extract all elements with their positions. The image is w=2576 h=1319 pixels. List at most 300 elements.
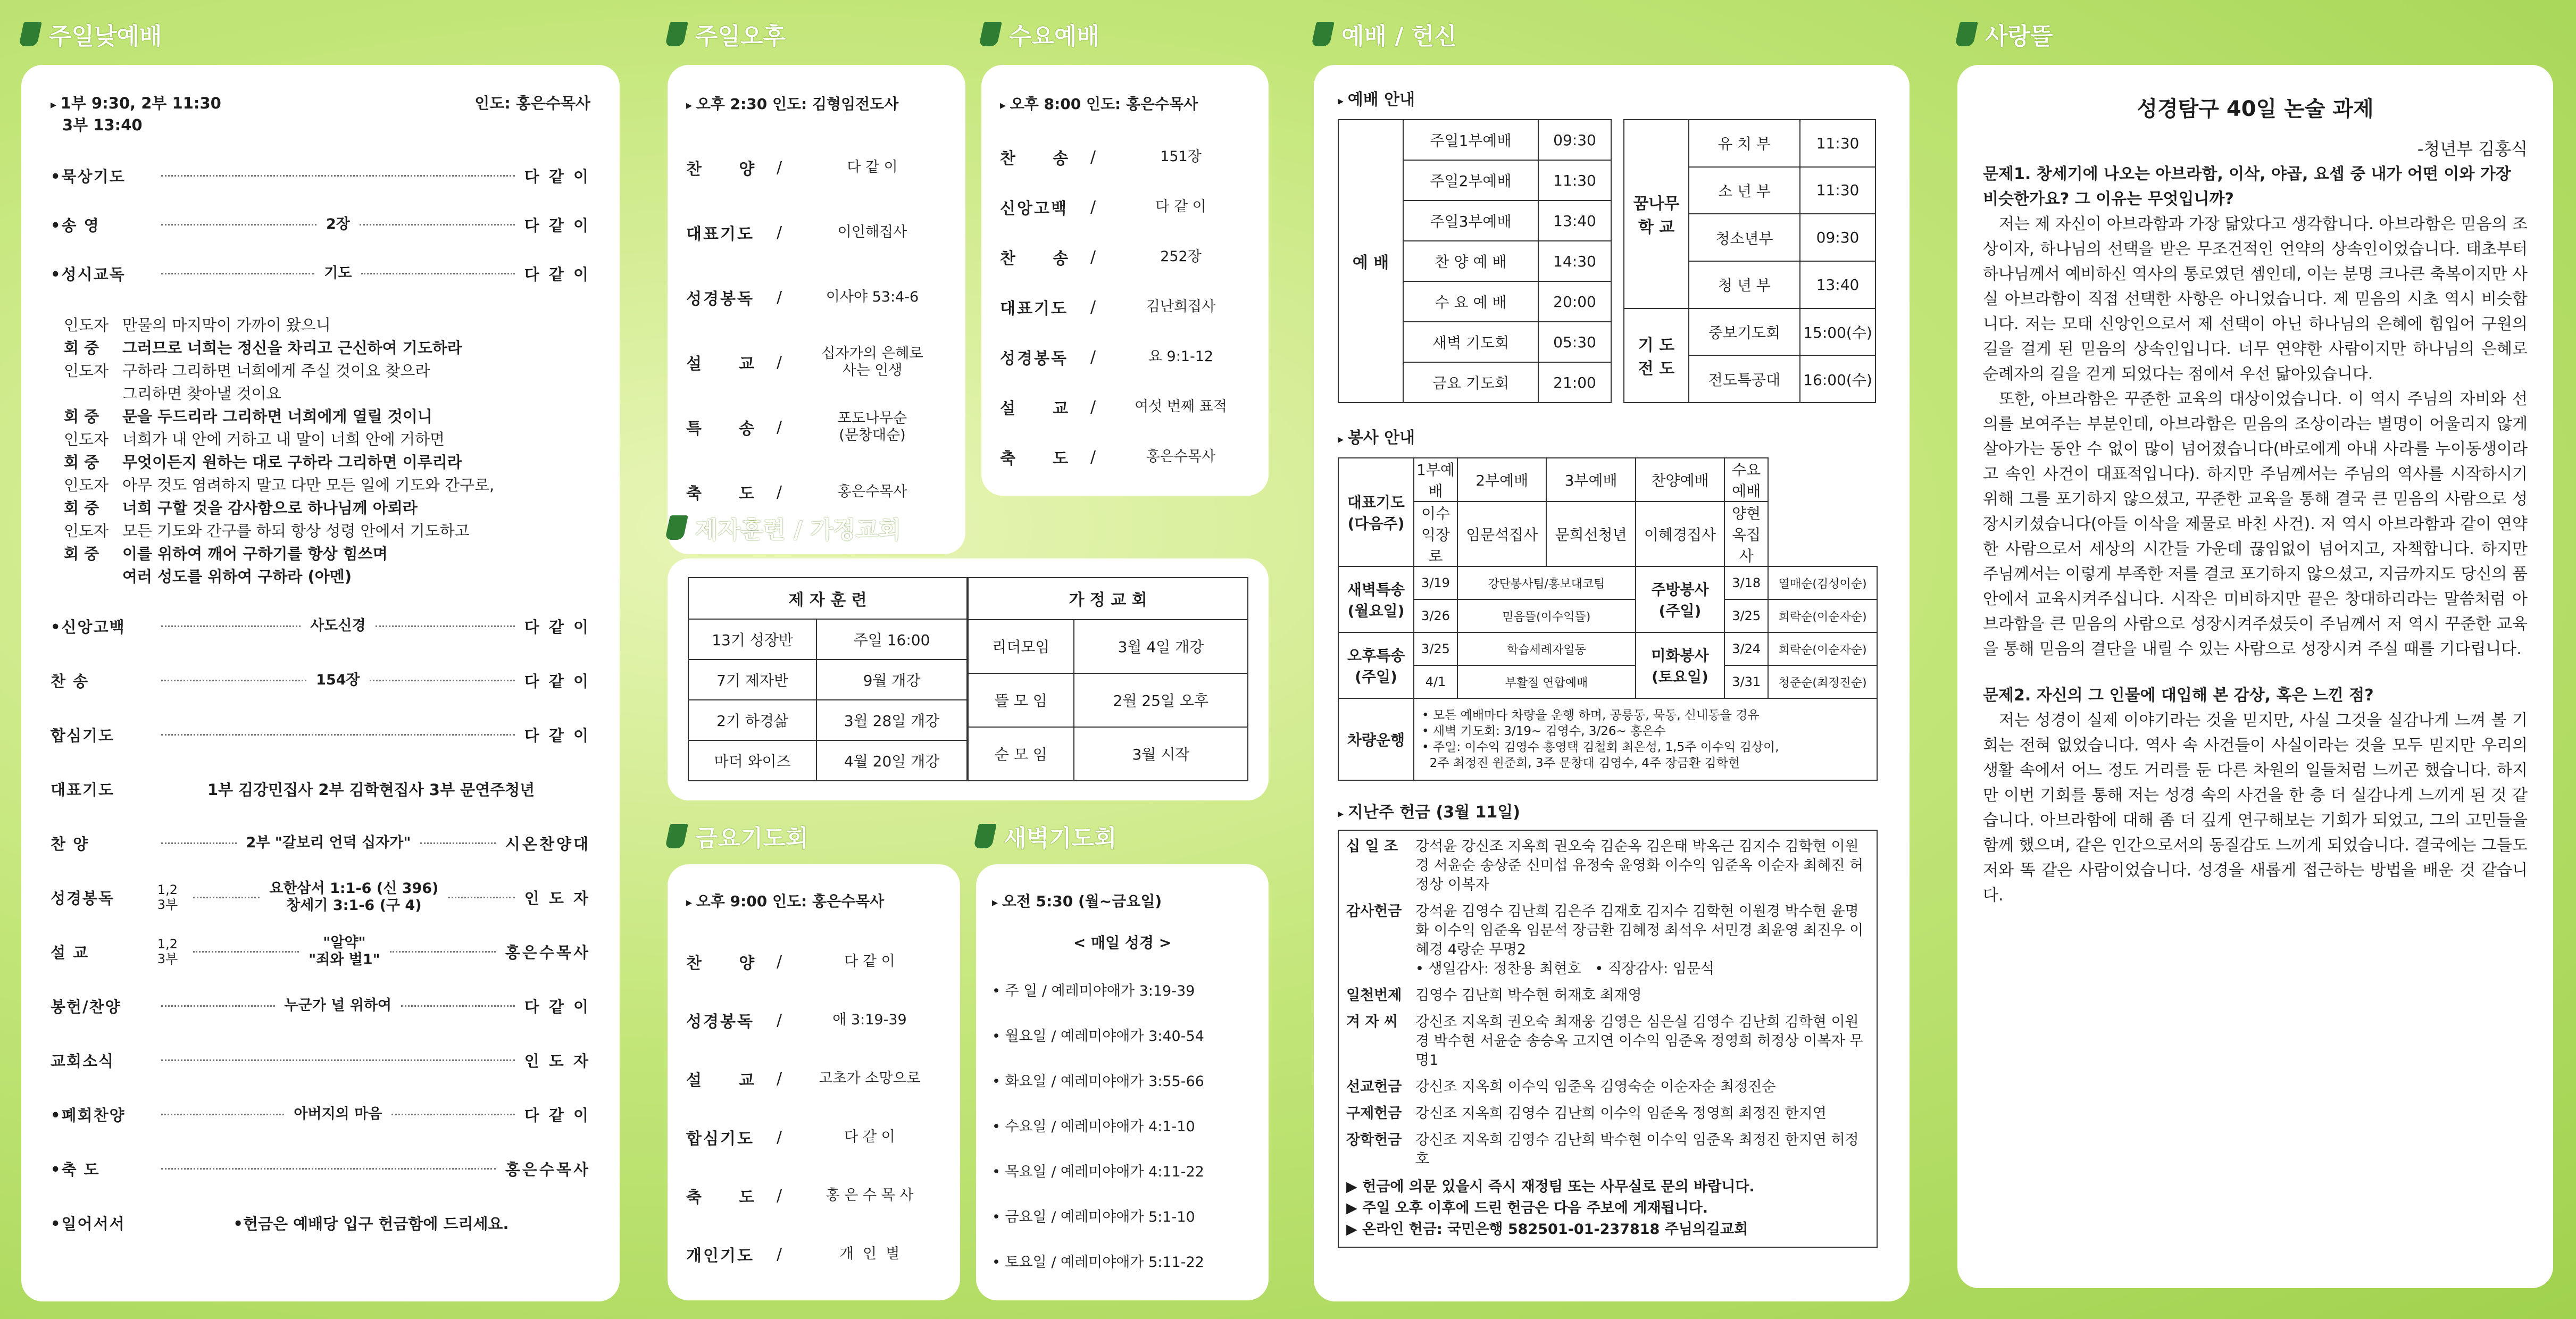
dot-leader: [390, 951, 496, 953]
dawn-panel: [976, 864, 1269, 1300]
worship-guide-title: ▸ 예배 안내: [1338, 90, 1415, 109]
date-cell: 3/18: [1724, 566, 1768, 599]
order-label: •폐회찬양: [51, 1106, 126, 1124]
program-label: 대표기도: [1000, 299, 1068, 318]
order-row: [51, 1087, 590, 1141]
order-row: [51, 200, 590, 249]
program-label: 축 도: [686, 1188, 756, 1207]
program-slash: /: [777, 288, 782, 307]
order-row: [51, 249, 590, 298]
litany-line: [64, 565, 590, 588]
section-title-wednesday: 수요예배: [981, 17, 1099, 51]
friday-panel: [668, 864, 960, 1300]
offering-row: [1346, 837, 1869, 895]
table-row: [1338, 566, 1877, 599]
house-church-table: [968, 577, 1248, 781]
table-cell: 중보기도회: [1689, 308, 1800, 356]
table-cell: 09:30: [1538, 120, 1611, 160]
litany-role: 인도자: [64, 522, 109, 540]
offering-label: 선교헌금: [1346, 1079, 1402, 1095]
table-row: [1338, 665, 1877, 698]
offering-names: 강신조 지옥희 김영수 김난희 박수현 이수익 임준옥 최정진 한지연 허정호: [1415, 1132, 1859, 1167]
litany-role: 회 중: [64, 499, 99, 517]
dot-leader: [448, 897, 514, 898]
litany-line: [64, 382, 590, 405]
program-label: 설 교: [1000, 399, 1070, 418]
program-slash: /: [1090, 197, 1096, 216]
order-content: 154장: [316, 672, 360, 688]
offering-label: 겨 자 씨: [1346, 1014, 1398, 1030]
litany-line: [64, 360, 590, 382]
litany-text: 무엇이든지 원하는 대로 구하라 그리하면 이루리라: [122, 453, 462, 471]
order-content: 2부 "갈보리 언덕 십자가": [246, 834, 411, 851]
program-content: 여섯 번째 표적: [1135, 398, 1227, 415]
program-content: 이인해집사: [837, 224, 907, 240]
table-cell: 9월 개강: [816, 660, 967, 700]
love-panel: [1957, 65, 2553, 1288]
table-cell: 마더 와이즈: [688, 740, 816, 781]
table-cell: 주일1부예배: [1403, 120, 1538, 160]
program-content: 다 같 이: [844, 1129, 895, 1145]
program-label: 찬 송: [1000, 149, 1070, 168]
program-content: 포도나무순 (문창대순): [837, 410, 907, 444]
offering-row: [1346, 902, 1869, 979]
table-cell: 새벽 기도회: [1403, 322, 1538, 362]
dot-leader: [401, 1005, 515, 1007]
offering-names: 강석윤 강신조 지옥희 권오숙 김순옥 김은태 박옥근 김지수 김학현 이원경 서윤순 송상준 신미섭 유정숙 윤영화 이수익 임준옥 이순자 최혜진 허정상 이복자: [1415, 838, 1864, 893]
litany-text: 이를 위하여 깨어 구하기를 항상 힘쓰며: [122, 545, 388, 563]
dot-leader: [161, 1005, 275, 1007]
dot-leader: [361, 273, 514, 274]
litany-text: 그러므로 너희는 정신을 차리고 근신하여 기도하라: [122, 339, 462, 357]
program-label: 설 교: [686, 355, 756, 373]
car-line: • 새벽 기도회: 3/19~ 김영수, 3/26~ 홍은수: [1422, 724, 1666, 738]
table-cell: 유 치 부: [1689, 120, 1800, 167]
program-content: 홍은수목사: [1146, 448, 1216, 465]
dawn-header: ▸ 오전 5:30 (월~금요일): [992, 892, 1162, 910]
date-cell: 4/1: [1414, 665, 1457, 698]
sunday-morning-panel: [21, 65, 620, 1301]
order-content: 사도신경: [310, 617, 366, 634]
program-row: [686, 1225, 941, 1283]
litany-line: [64, 474, 590, 497]
table-cell: 강단봉사팀/홍보대코팀: [1457, 566, 1636, 599]
table-cell: 1부예배: [1414, 458, 1457, 502]
row-label: 주방봉사 (주일): [1636, 566, 1724, 632]
dot-leader: [376, 625, 515, 627]
table-cell: 리더모임: [968, 620, 1074, 673]
order-who: 시온찬양대: [505, 834, 590, 853]
row-label: 오후특송 (주일): [1338, 632, 1414, 698]
offering-names: 김영수 김난희 박수현 허재호 최재영: [1415, 987, 1642, 1004]
order-who: 홍은수목사: [505, 943, 590, 962]
side-label: 기 도 전 도: [1624, 308, 1689, 403]
dot-leader: [193, 951, 299, 953]
litany-role: 인도자: [64, 316, 109, 334]
order-who: 인 도 자: [524, 1051, 590, 1070]
pen-icon: [665, 824, 688, 848]
daily-reading: • 수요일 / 예레미야애가 4:1-10: [992, 1118, 1195, 1135]
table-row: [1624, 308, 1875, 356]
offering-note: ▶ 주일 오후 이후에 드린 헌금은 다음 주보에 게재됩니다.: [1346, 1200, 1708, 1216]
table-cell: 20:00: [1538, 281, 1611, 322]
discipleship-header: 제 자 훈 련: [688, 578, 967, 619]
offering-label: 십 일 조: [1346, 838, 1398, 855]
litany: [64, 314, 590, 588]
sunday-afternoon-panel: [668, 65, 965, 554]
car-line: • 주일: 이수익 김영수 홍영택 김철회 최은성, 1,5주 이수익 김상이,: [1422, 740, 1779, 754]
table-cell: 13:40: [1800, 261, 1875, 308]
litany-line: [64, 337, 590, 360]
program-label: 찬 양: [686, 160, 756, 179]
afternoon-header: ▸ 오후 2:30 인도: 김형임전도사: [686, 95, 899, 113]
order-list-1: [51, 151, 590, 298]
table-cell: 2월 25일 오후: [1074, 673, 1248, 727]
program-content: 개 인 별: [839, 1246, 900, 1262]
dot-leader: [161, 625, 301, 627]
order-content: 2장: [326, 216, 350, 232]
discipleship-table: [688, 577, 968, 781]
program-slash: /: [777, 1128, 782, 1147]
service-guide-title: ▸ 봉사 안내: [1338, 429, 1415, 447]
program-content: 십자가의 은혜로 사는 인생: [821, 345, 923, 379]
order-who: 다 같 이: [524, 617, 591, 636]
litany-text: 구하라 그리하면 너희에게 주실 것이요 찾으라: [122, 362, 430, 380]
program-slash: /: [1090, 397, 1096, 416]
table-cell: 3월 시작: [1074, 727, 1248, 781]
table-cell: 수 요 예 배: [1403, 281, 1538, 322]
litany-text: 너희가 내 안에 거하고 내 말이 너희 안에 거하면: [122, 430, 445, 448]
table-row: [1624, 120, 1875, 167]
program-row: [1000, 282, 1250, 332]
offering-label: 감사헌금: [1346, 903, 1402, 920]
question-2: 문제2. 자신의 그 인물에 대입해 본 감상, 혹은 느낀 점?: [1983, 686, 2374, 705]
worship-panel: [1314, 65, 1910, 1301]
program-content: 151장: [1160, 148, 1202, 165]
paragraph-1: 저는 제 자신이 아브라함과 가장 닮았다고 생각합니다. 아브라함은 믿음의 조상이자, 하나님의 선택을 받은 무조건적인 언약의 상속인이었습니다. 태초부터 하나님께서 예비하신 역사의 통로였던 셈인데, 이는 분명 크나큰 축복이지만 사실 아브라함이 직접 선택한 사항은 아니었습니다. 제 믿음의 시초 역시 비슷합니다. 저는 모태 신앙인으로서 제 선택이 아닌 하나님의 은혜에 힘입어 구원의 길을 걸게 된 믿음의 상속인입니다. 너무 연약한 사람이지만 하나님의 은혜로 순례자의 길을 걷게 되었다는 점에서 우선 닮아있습니다.: [1983, 215, 2528, 383]
table-cell: 임문석집사: [1457, 502, 1546, 566]
date-cell: 3/31: [1724, 665, 1768, 698]
order-who: 다 같 이: [524, 997, 590, 1016]
section-title-worship: 예배 / 헌신: [1314, 17, 1457, 51]
program-content: 애 3:19-39: [832, 1012, 907, 1028]
paragraph-2: 또한, 아브라함은 꾸준한 교육의 대상이었습니다. 이 역시 주님의 자비와 선의를 보여주는 부분인데, 아브라함은 믿음의 조상이라는 별명이 어울리지 않게 살아가는 동안 수 없이 많이 넘어졌습니다(바로에게 아내 사라를 누이동생이라고 속인 사건이 대표적입니다). 하지만 주님께서는 주님의 역사를 시작하시기 위해 그를 포기하지 않으셨고, 꾸준한 교육을 통해 결국 큰 믿음의 사람으로 성장시키셨습니다(아들 이삭을 제물로 바친 사건). 저 역시 아브라함과 같이 연약한 사람으로서 세상의 시간들 가운데 끊임없이 넘어지고, 자책합니다. 하지만 주님께서는 이렇게 부족한 저를 결코 포기하지 않으셨고, 지금까지도 당신의 품 안에서 교육시켜주십니다. 시작은 미비하지만 끝은 창대하리라는 말씀처럼 아브라함을 큰 믿음의 사람으로 성장시켜주셨듯이 주님께서 저 역시 꾸준한 교육을 통해 믿음의 결단을 내릴 수 있는 사람으로 성장시켜 주실 때를 기다립니다.: [1983, 390, 2528, 658]
program-row: [686, 330, 947, 395]
dot-leader: [161, 680, 306, 681]
offering-row: [1346, 1104, 1869, 1123]
litany-role: 인도자: [64, 476, 109, 494]
section-title-sunday-afternoon: 주일오후: [668, 17, 786, 51]
offering-names: 강석윤 김영수 김난희 김은주 김재호 김지수 김학현 이원경 박수현 윤명화 이수익 임준옥 임문석 장금환 김혜정 최석우 서민경 최윤영 최진우 이혜경 4랑순 무명2 • 생일감사: 정찬용 최현호 • 직장감사: 임문석: [1415, 903, 1864, 977]
table-cell: 16:00(수): [1800, 355, 1875, 403]
table-cell: 3월 4일 개강: [1074, 620, 1248, 673]
sunday-time-2: 3부 13:40: [62, 116, 143, 134]
order-label: •성시교독: [51, 265, 126, 283]
program-label: 축 도: [686, 485, 756, 503]
order-label: •축 도: [51, 1160, 100, 1179]
section-title-discipleship: 제자훈련 / 가정교회: [668, 511, 901, 545]
table-row: [1338, 698, 1877, 780]
table-cell: 21:00: [1538, 362, 1611, 403]
program-row: [1000, 332, 1250, 382]
program-content: 김난희집사: [1146, 298, 1216, 315]
order-label: •신앙고백: [51, 617, 126, 636]
table-row: [1338, 120, 1611, 160]
table-cell: 청 년 부: [1689, 261, 1800, 308]
dot-leader: [161, 1168, 496, 1170]
program-slash: /: [777, 952, 782, 971]
order-who: 다 같 이: [524, 265, 591, 283]
table-cell: 청소년부: [1689, 214, 1800, 261]
order-row: [51, 653, 590, 707]
program-slash: /: [777, 418, 782, 437]
program-label: 대표기도: [686, 225, 754, 244]
pen-icon: [973, 824, 997, 848]
program-content: 이사야 53:4-6: [826, 289, 919, 305]
order-who: 다 같 이: [524, 726, 590, 745]
car-line: • 모든 예배마다 차량을 운행 하며, 공릉동, 묵동, 신내동을 경유: [1422, 708, 1760, 722]
row-label: 차량운행: [1338, 698, 1414, 780]
table-cell: 희락순(이순자순): [1768, 599, 1877, 632]
offering-row: [1346, 1131, 1869, 1169]
daily-reading: • 토요일 / 예레미야애가 5:11-22: [992, 1254, 1204, 1271]
litany-line: [64, 451, 590, 474]
order-who: 인 도 자: [524, 889, 591, 907]
offering-box: [1338, 830, 1878, 1248]
program-label: 성경봉독: [686, 1013, 754, 1031]
litany-role: [64, 382, 122, 405]
program-content: 홍은수목사: [837, 483, 907, 500]
table-cell: 수요예배: [1724, 458, 1768, 502]
program-label: 설 교: [686, 1071, 756, 1090]
dot-leader: [161, 273, 314, 274]
table-cell: 열매순(김성이순): [1768, 566, 1877, 599]
order-content: 요한삼서 1:1-6 (신 396) 창세기 3:1-6 (구 4): [269, 880, 439, 914]
order-content: •헌금은 예배당 입구 헌금함에 드리세요.: [233, 1214, 509, 1233]
program-slash: /: [777, 482, 782, 502]
program-label: 특 송: [686, 420, 756, 438]
daily-reading: • 주 일 / 예레미야애가 3:19-39: [992, 983, 1195, 999]
litany-text: 아무 것도 염려하지 말고 다만 모든 일에 기도와 간구로,: [122, 476, 495, 494]
offering-row: [1346, 986, 1869, 1005]
program-row: [686, 265, 947, 330]
litany-line: [64, 314, 590, 337]
program-row: [1000, 232, 1250, 282]
section-title-friday: 금요기도회: [668, 819, 808, 853]
program-row: [686, 395, 947, 460]
table-cell: 믿음뜰(이수익뜰): [1457, 599, 1636, 632]
pen-icon: [1955, 22, 1978, 46]
offering-names: 강신조 지옥희 권오숙 최재웅 김영은 심은실 김영수 김난희 김학현 이원경 박수현 서윤순 송승옥 고지연 이수익 임준옥 정영희 허정상 이복자 무명1: [1415, 1014, 1864, 1068]
table-row: [688, 740, 967, 781]
table-row: [968, 620, 1248, 673]
order-content: 누군가 널 위하여: [284, 997, 392, 1014]
table-cell: 부활절 연합예배: [1457, 665, 1636, 698]
litany-text: 여러 성도를 위하여 구하라 (아멘): [122, 567, 352, 586]
program-row: [686, 1108, 941, 1166]
dot-leader: [193, 897, 260, 898]
house-church-header: 가 정 교 회: [968, 578, 1248, 620]
program-row: [1000, 432, 1250, 482]
table-cell: 13기 성장반: [688, 619, 816, 660]
dot-leader: [161, 224, 316, 226]
order-who: 다 같 이: [524, 1106, 590, 1124]
order-content: "알약" "죄와 벌1": [309, 934, 380, 968]
program-row: [686, 200, 947, 265]
table-cell: 청준순(최정진순): [1768, 665, 1877, 698]
program-content: 홍 은 수 목 사: [826, 1187, 914, 1204]
litany-role: 회 중: [64, 407, 99, 425]
program-content: 252장: [1160, 248, 1202, 265]
sunday-time: ▸ 1부 9:30, 2부 11:30: [51, 94, 221, 112]
date-cell: 3/25: [1414, 632, 1457, 665]
table-cell: 3월 28일 개강: [816, 700, 967, 740]
litany-line: [64, 497, 590, 520]
order-label: 대표기도: [51, 780, 115, 799]
order-label: 합심기도: [51, 726, 115, 745]
table-cell: 7기 제자반: [688, 660, 816, 700]
order-who: 홍은수목사: [505, 1160, 590, 1179]
table-cell: 이혜경집사: [1636, 502, 1724, 566]
table-cell: 3부예배: [1546, 458, 1635, 502]
order-row: [51, 151, 590, 200]
table-cell: 15:00(수): [1800, 308, 1875, 356]
date-cell: 3/26: [1414, 599, 1457, 632]
program-slash: /: [777, 1069, 782, 1088]
litany-role: [64, 565, 122, 588]
table-cell: 09:30: [1800, 214, 1875, 261]
pen-icon: [665, 22, 688, 46]
program-content: 다 같 이: [844, 953, 895, 970]
program-label: 성경봉독: [686, 290, 754, 308]
dot-leader: [360, 224, 515, 226]
table-row: [1338, 632, 1877, 665]
order-content: 아버지의 마음: [294, 1106, 382, 1122]
litany-role: 회 중: [64, 453, 99, 471]
section-title-dawn: 새벽기도회: [976, 819, 1117, 853]
program-slash: /: [777, 1011, 782, 1030]
car-line: 2주 최정진 원준희, 3주 문창대 김영수, 4주 장금환 김학현: [1422, 756, 1740, 770]
offering-row: [1346, 1013, 1869, 1070]
program-label: 축 도: [1000, 449, 1070, 468]
program-slash: /: [777, 158, 782, 177]
table-cell: 주일3부예배: [1403, 201, 1538, 241]
dot-leader: [161, 175, 515, 177]
offering-note: ▶ 헌금에 의문 있을시 즉시 재정팀 또는 사무실로 문의 바랍니다.: [1346, 1179, 1755, 1195]
table-cell: 11:30: [1800, 120, 1875, 167]
order-row: [51, 762, 590, 816]
table-cell: 문희선청년: [1546, 502, 1635, 566]
order-content: 기도: [324, 265, 352, 281]
program-slash: /: [1090, 297, 1096, 316]
litany-text: 모든 기도와 간구를 하되 항상 성령 안에서 기도하고: [122, 522, 470, 540]
wednesday-header: ▸ 오후 8:00 인도: 홍은수목사: [1000, 95, 1198, 113]
order-label: 성경봉독: [51, 889, 115, 907]
program-label: 신앙고백: [1000, 199, 1068, 218]
order-row: [51, 1196, 590, 1250]
litany-line: [64, 405, 590, 428]
program-label: 개인기도: [686, 1247, 754, 1265]
program-row: [686, 1049, 941, 1108]
program-content: 다 같 이: [847, 159, 898, 176]
litany-text: 너희 구할 것을 감사함으로 하나님께 아뢰라: [122, 499, 418, 517]
table-row: [1338, 502, 1877, 566]
litany-line: [64, 428, 590, 451]
litany-role: 회 중: [64, 339, 99, 357]
offering-label: 장학헌금: [1346, 1132, 1402, 1148]
order-label: •송 영: [51, 216, 100, 235]
program-content: 다 같 이: [1155, 198, 1206, 215]
offering-title: ▸ 지난주 헌금 (3월 11일): [1338, 803, 1520, 822]
essay-author: -청년부 김홍식: [2417, 139, 2528, 159]
table-row: [1338, 458, 1877, 502]
table-cell: 양현옥집사: [1724, 502, 1768, 566]
dot-leader: [161, 842, 237, 844]
row-label: 미화봉사 (토요일): [1636, 632, 1724, 698]
dawn-subheader: < 매일 성경 >: [1073, 934, 1172, 951]
table-cell: 14:30: [1538, 241, 1611, 281]
program-label: 찬 양: [686, 954, 756, 973]
table-row: [688, 700, 967, 740]
litany-text: 그리하면 찾아낼 것이요: [122, 385, 281, 403]
pen-icon: [19, 22, 42, 46]
table-cell: 2기 하경삶: [688, 700, 816, 740]
order-row: [51, 870, 590, 924]
table-cell: 주일 16:00: [816, 619, 967, 660]
program-row: [686, 991, 941, 1049]
program-content: 고초가 소망으로: [819, 1070, 921, 1087]
offering-names: 강신조 지옥희 김영수 김난희 이수익 임준옥 정영희 최정진 한지연: [1415, 1105, 1827, 1122]
school-table: [1623, 119, 1876, 403]
program-slash: /: [777, 223, 782, 242]
table-row: [688, 660, 967, 700]
date-cell: 3/19: [1414, 566, 1457, 599]
offering-names: 강신조 지옥희 이수익 임준옥 김영숙순 이순자순 최정진순: [1415, 1079, 1776, 1095]
table-cell: 13:40: [1538, 201, 1611, 241]
paragraph-3: 저는 성경이 실제 이야기라는 것을 믿지만, 사실 그것을 실감나게 느껴 볼 기회는 전혀 없었습니다. 역사 속 사건들이 사실이라는 것을 모두 믿지만 우리의 생활 속에서 어느 정도 거리를 둔 다른 차원의 일들처럼 느끼곤 했습니다. 하지만 이번 기회를 통해 저는 성경 속의 사건을 한 층 더 실감나게 느끼게 된 것 같습니다. 아브라함에 대해 좀 더 깊게 연구해보는 기회가 되었고, 그의 고민들을 함께 했으며, 같은 인간으로서의 동질감도 느끼게 되었습니다. 결국에는 그들도 저와 똑 같은 사람이었습니다. 성경을 새롭게 접근하는 방법을 배운 것 같습니다.: [1983, 711, 2528, 905]
order-who: 다 같 이: [524, 672, 591, 690]
litany-text: 만물의 마지막이 가까이 왔으니: [122, 316, 331, 334]
order-row: [51, 1033, 590, 1087]
wednesday-panel: [981, 65, 1269, 496]
table-cell: 이수익장로: [1414, 502, 1457, 566]
order-row: [51, 1141, 590, 1196]
table-cell: 2부예배: [1457, 458, 1546, 502]
program-label: 찬 송: [1000, 249, 1070, 268]
row-label: 대표기도 (다음주): [1338, 458, 1414, 566]
table-row: [968, 673, 1248, 727]
offering-note: ▶ 온라인 헌금: 국민은행 582501-01-237818 주님의길교회: [1346, 1221, 1748, 1238]
section-title-love: 사랑뜰: [1957, 17, 2053, 51]
order-label: •일어서서: [51, 1214, 126, 1233]
program-row: [686, 1166, 941, 1225]
table-cell: 4월 20일 개강: [816, 740, 967, 781]
program-content: 요 9:1-12: [1148, 348, 1214, 365]
program-row: [1000, 382, 1250, 432]
dot-leader: [161, 1059, 515, 1061]
dot-leader: [161, 1114, 284, 1115]
service-time-table: [1338, 119, 1612, 403]
order-label: 설 교: [51, 943, 89, 962]
litany-role: 인도자: [64, 362, 109, 380]
order-label: •묵상기도: [51, 167, 126, 186]
offering-label: 구제헌금: [1346, 1105, 1402, 1122]
order-row: [51, 707, 590, 762]
offering-label: 일천번제: [1346, 987, 1402, 1004]
order-content: 1부 김강민집사 2부 김학현집사 3부 문연주청년: [207, 780, 535, 799]
table-row: [968, 727, 1248, 781]
discipleship-panel: [668, 558, 1269, 800]
